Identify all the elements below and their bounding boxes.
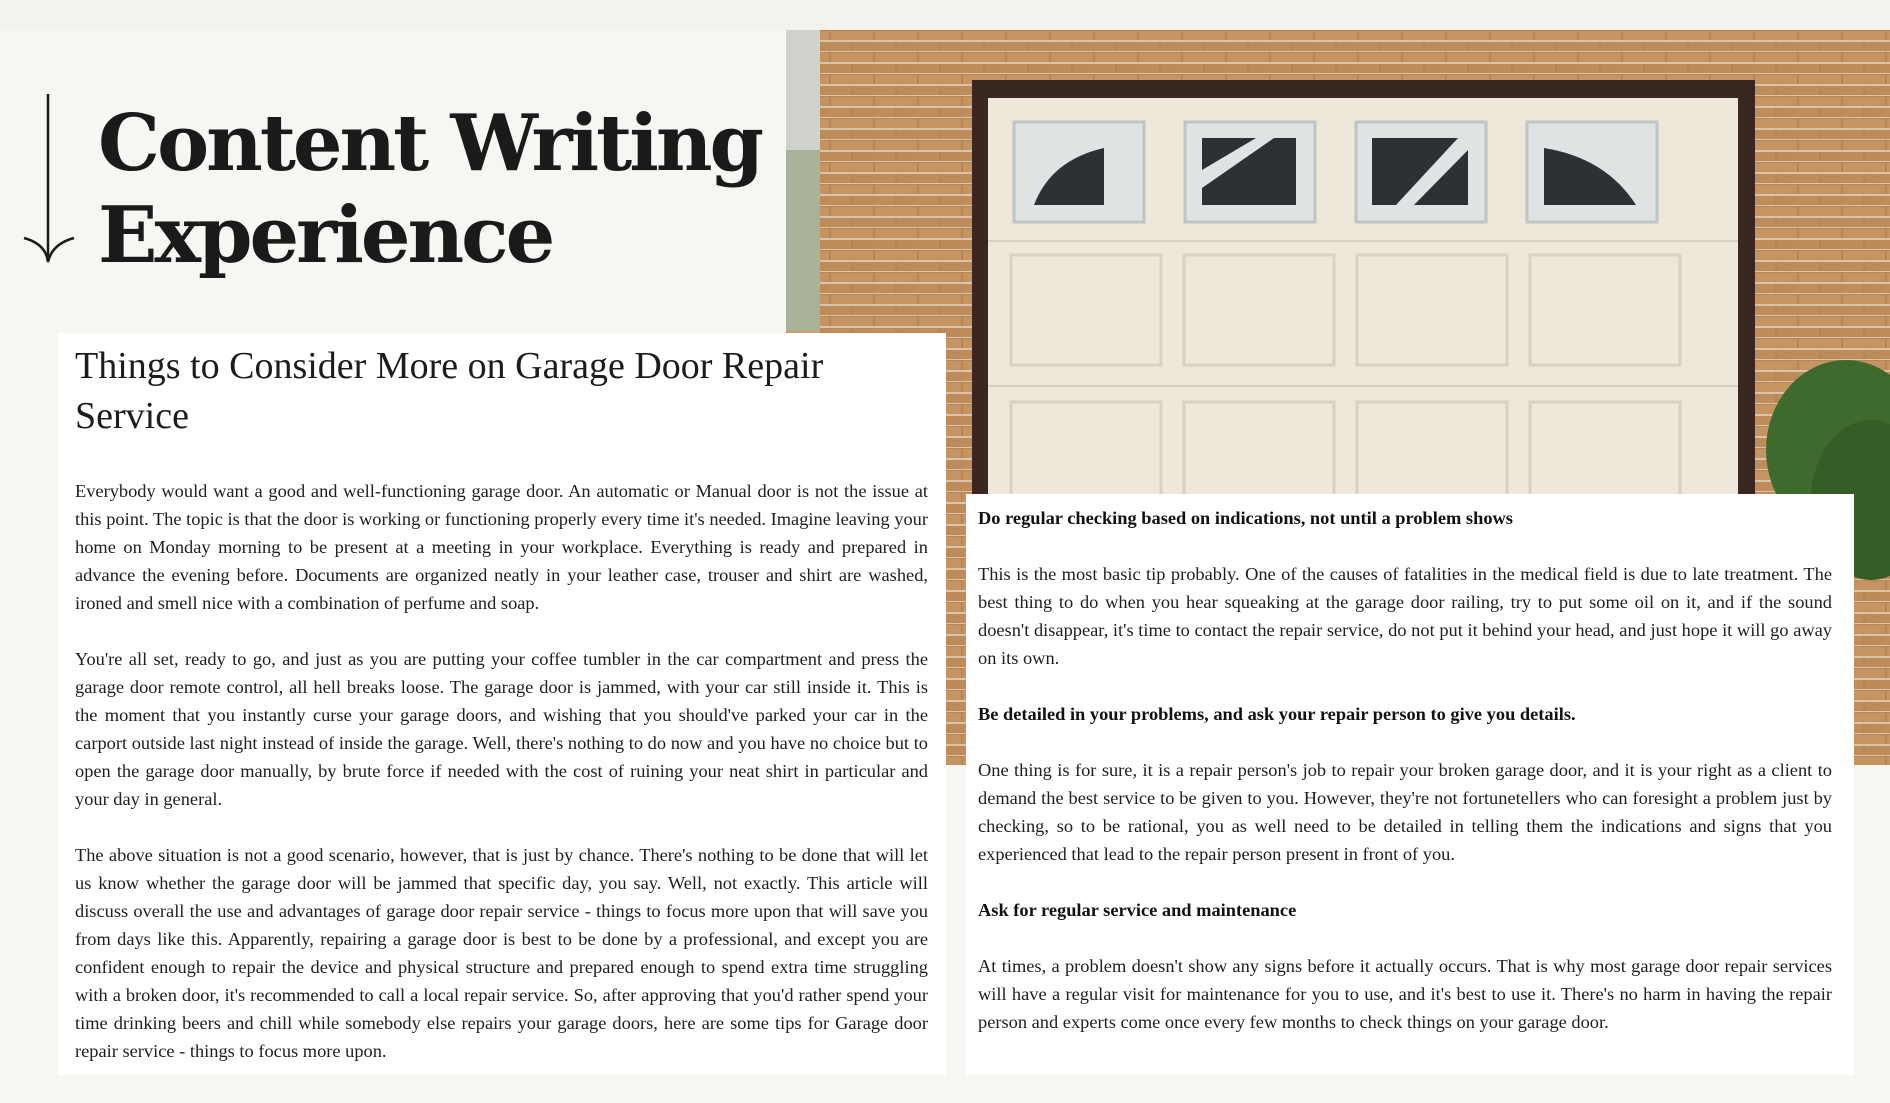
down-arrow-icon (20, 92, 82, 272)
top-strip (0, 0, 1890, 30)
tip-heading: Ask for regular service and maintenance (978, 900, 1297, 920)
article-paragraph: You're all set, ready to go, and just as you are putting your coffee tumbler in the car compartment and press the garage door remote control, all hell breaks loose. The garage door is jammed, with your car still inside it. This is the moment that you instantly curse your garage doors, and wishing that you should've parked your car in the carport outside last night instead of inside the garage. Well, there's nothing to do now and you have no choice but to open the garage door manually, by brute force if needed with the cost of ruining your neat shirt in particular and your day in general. (75, 649, 928, 809)
tip-heading: Be detailed in your problems, and ask your repair person to give you details. (978, 704, 1576, 724)
article-heading: Things to Consider More on Garage Door Repair Service (75, 345, 824, 437)
page-title (98, 98, 761, 282)
tip-paragraph: One thing is for sure, it is a repair person's job to repair your broken garage door, and it is your right as a client to demand the best service to be given to you. However, they're not fortunetellers who can foresight a problem just by checking, so to be rational, you as well need to be detailed in telling them the indications and signs that you experienced that lead to the repair person present in front of you. (978, 760, 1832, 864)
page-title-line-2: Experience (98, 190, 553, 281)
tip-heading: Do regular checking based on indications, not until a problem shows (978, 508, 1513, 528)
tip-paragraph: At times, a problem doesn't show any signs before it actually occurs. That is why most garage door repair services will have a regular visit for maintenance for you to use, and it's best to use it. There's no harm in having the repair person and experts come once every few months to check things on your garage door. (978, 956, 1832, 1032)
page-title-line-1: Content Writing (98, 98, 762, 189)
article-card-left (58, 333, 946, 1075)
article-paragraph: Everybody would want a good and well-functioning garage door. An automatic or Manual door is not the issue at this point. The topic is that the door is working or functioning properly every time it's needed. Imagine leaving your home on Monday morning to be present at a meeting in your workplace. Everything is ready and prepared in advance the evening before. Documents are organized neatly in your leather case, trouser and shirt are washed, ironed and smell nice with a combination of perfume and soap. (75, 481, 928, 613)
article-paragraph: The above situation is not a good scenario, however, that is just by chance. There's nothing to be done that will let us know whether the garage door will be jammed that specific day, you say. Well, not exactly. This article will discuss overall the use and advantages of garage door repair service - things to focus more upon that will save you from days like this. Apparently, repairing a garage door is best to be done by a professional, and except you are confident enough to repair the device and physical structure and prepared enough to spend extra time struggling with a broken door, it's recommended to call a local repair service. So, after approving that you'd rather spend your time drinking beers and chill while somebody else repairs your garage doors, here are some tips for Garage door repair service - things to focus more upon. (75, 845, 928, 1061)
article-card-right (966, 494, 1854, 1075)
tip-paragraph: This is the most basic tip probably. One of the causes of fatalities in the medical field is due to late treatment. The best thing to do when you hear squeaking at the garage door railing, try to put some oil on it, and if the sound doesn't disappear, it's time to contact the repair service, do not put it behind your head, and just hope it will go away on its own. (978, 564, 1832, 668)
